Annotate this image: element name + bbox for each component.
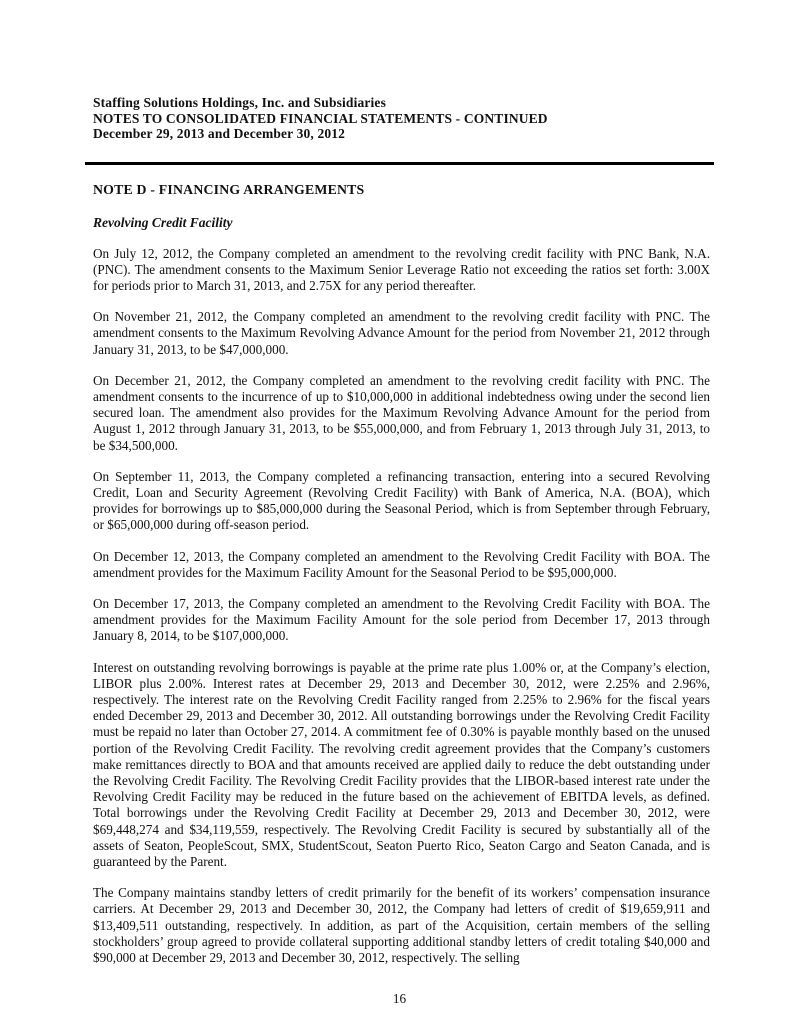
- paragraph-pnc-november-amendment: On November 21, 2012, the Company completed an amendment to the revolving credit facility with PNC. The amendment consents to the Maximum Revolving Advance Amount for the period from November 21, 2012 through January 31, 2013, to be $47,000,000.: [93, 309, 710, 357]
- statement-title: NOTES TO CONSOLIDATED FINANCIAL STATEMENTS - CONTINUED: [93, 110, 548, 126]
- paragraph-interest-terms: Interest on outstanding revolving borrowings is payable at the prime rate plus 1.00% or, at the Company’s election, LIBOR plus 2.00%. Interest rates at December 29, 2013 and December 30, 2012, were 2.25% and 2.96%, respectively. The interest rate on the Revolving Credit Facility ranged from 2.25% to 2.96% for the fiscal years ended December 29, 2013 and December 30, 2012. All outstanding borrowings under the Revolving Credit Facility must be repaid no later than October 27, 2014. A commitment fee of 0.30% is payable monthly based on the unused portion of the Revolving Credit Facility. The revolving credit agreement provides that the Company’s customers make remittances directly to BOA and that amounts received are applied daily to reduce the debt outstanding under the Revolving Credit Facility. The Revolving Credit Facility provides that the LIBOR-based interest rate under the Revolving Credit Facility may be reduced in the future based on the achievement of EBITDA levels, as defined. Total borrowings under the Revolving Credit Facility at December 29, 2013 and December 30, 2012, were $69,448,274 and $34,119,559, respectively. The Revolving Credit Facility is secured by substantially all of the assets of Seaton, PeopleScout, SMX, StudentScout, Seaton Puerto Rico, Seaton Cargo and Seaton Canada, and is guaranteed by the Parent.: [93, 659, 710, 869]
- note-heading: NOTE D - FINANCING ARRANGEMENTS: [93, 181, 365, 197]
- company-name: Staffing Solutions Holdings, Inc. and Subsidiaries: [93, 95, 386, 110]
- paragraph-boa-refinancing: On September 11, 2013, the Company completed a refinancing transaction, entering into a secured Revolving Credit, Loan and Security Agreement (Revolving Credit Facility) with Bank of America, N.A. (BOA), which provides for borrowings up to $85,000,000 during the Seasonal Period, which is from September through February, or $65,000,000 during off-season period.: [93, 468, 710, 533]
- statement-dates: December 29, 2013 and December 30, 2012: [93, 126, 346, 141]
- paragraph-letters-of-credit: The Company maintains standby letters of credit primarily for the benefit of its workers’ compensation insurance carriers. At December 29, 2013 and December 30, 2012, the Company had letters of credit of $19,659,911 and $13,409,511 outstanding, respectively. In addition, as part of the Acquisition, certain members of the selling stockholders’ group agreed to provide collateral supporting additional standby letters of credit totaling $40,000 and $90,000 at December 29, 2013 and December 30, 2012, respectively. The selling: [93, 885, 710, 966]
- page-number: 16: [392, 991, 407, 1006]
- document-header: [93, 95, 710, 142]
- horizontal-rule: [85, 162, 714, 165]
- paragraph-pnc-july-amendment: On July 12, 2012, the Company completed an amendment to the revolving credit facility with PNC Bank, N.A. (PNC). The amendment consents to the Maximum Senior Leverage Ratio not exceeding the ratios set forth: 3.00X for periods prior to March 31, 2013, and 2.75X for any period thereafter.: [93, 245, 710, 293]
- paragraph-boa-december17-amendment: On December 17, 2013, the Company completed an amendment to the Revolving Credit Facility with BOA. The amendment provides for the Maximum Facility Amount for the sole period from December 17, 2013 through January 8, 2014, to be $107,000,000.: [93, 595, 710, 644]
- section-subheading: Revolving Credit Facility: [93, 214, 233, 230]
- paragraph-pnc-december-amendment: On December 21, 2012, the Company completed an amendment to the revolving credit facility with PNC. The amendment consents to the incurrence of up to $10,000,000 in additional indebtedness owing under the second lien secured loan. The amendment also provides for the Maximum Revolving Advance Amount for the period from August 1, 2012 through January 31, 2013, to be $55,000,000, and from February 1, 2013 through July 31, 2013, to be $34,500,000.: [93, 372, 710, 453]
- paragraph-boa-december12-amendment: On December 12, 2013, the Company completed an amendment to the Revolving Credit Facility with BOA. The amendment provides for the Maximum Facility Amount for the Seasonal Period to be $95,000,000.: [93, 548, 710, 580]
